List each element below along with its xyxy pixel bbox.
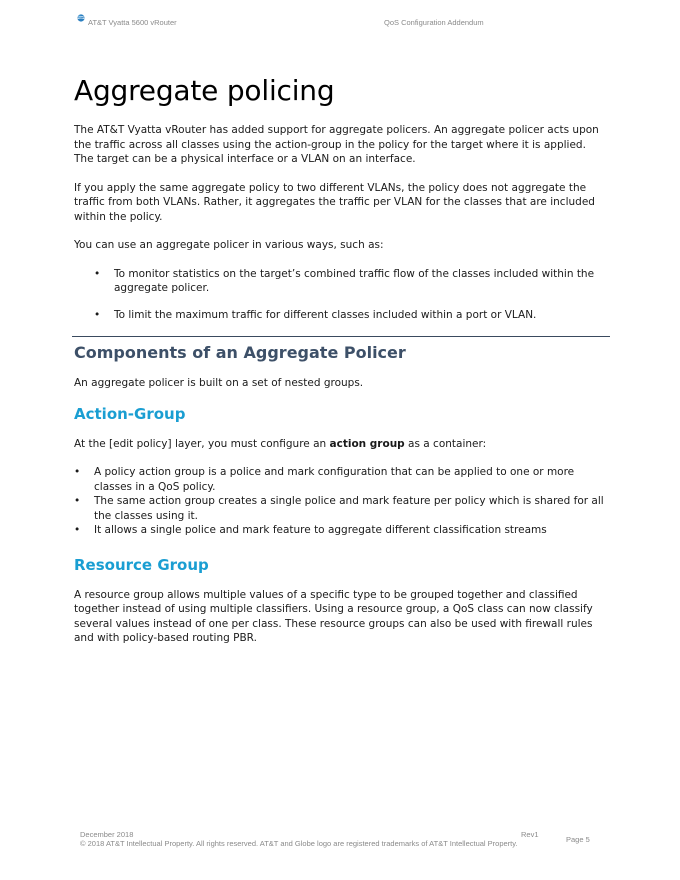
action-group-term: action group: [329, 437, 405, 450]
list-item: • A policy action group is a police and mark configuration that can be applied to one or more classes in a QoS policy.: [74, 465, 608, 494]
header-document-title: QoS Configuration Addendum: [384, 18, 484, 27]
action-group-intro-text: At the [edit policy] layer, you must configure an: [74, 437, 330, 450]
resource-group-heading: Resource Group: [74, 555, 209, 574]
page-header: [77, 16, 607, 30]
footer-copyright: © 2018 AT&T Intellectual Property. All rights reserved. AT&T and Globe logo are registered trademarks of AT&T Intellectual Property.: [80, 839, 518, 848]
action-group-heading: Action-Group: [74, 404, 186, 423]
action-group-list: [74, 465, 608, 538]
action-group-intro-suffix: as a container:: [404, 437, 487, 450]
page-title: Aggregate policing: [74, 74, 335, 107]
resource-group-paragraph: A resource group allows multiple values of a specific type to be grouped together and classified together instead of using multiple classifiers. Using a resource group, a QoS class can now classify several values instead of one per class. These resource groups can also be used with firewall rules and with policy-based routing PBR.: [74, 588, 593, 644]
list-item: • To monitor statistics on the target’s combined traffic flow of the classes included within the aggregate policer.: [74, 267, 608, 296]
footer-date: December 2018: [80, 830, 134, 839]
document-body: [74, 74, 608, 660]
footer-revision: Rev1: [521, 830, 539, 839]
components-heading: Components of an Aggregate Policer: [74, 343, 406, 362]
section-divider: [72, 336, 610, 337]
components-paragraph: An aggregate policer is built on a set of nested groups.: [74, 377, 364, 389]
list-item: • To limit the maximum traffic for different classes included within a port or VLAN.: [74, 308, 608, 323]
header-product-name: AT&T Vyatta 5600 vRouter: [88, 18, 177, 27]
intro-paragraph-3: You can use an aggregate policer in various ways, such as:: [74, 239, 384, 251]
list-item: • The same action group creates a single police and mark feature per policy which is shared for all the classes using it.: [74, 494, 608, 523]
intro-paragraph-1: The AT&T Vyatta vRouter has added support for aggregate policers. An aggregate policer acts upon the traffic across all classes using the action-group in the policy for the target where it is applied. The target can be a physical interface or a VLAN on an interface.: [74, 124, 599, 165]
att-globe-icon: [77, 14, 85, 22]
intro-paragraph-2: If you apply the same aggregate policy to two different VLANs, the policy does not aggregate the traffic from both VLANs. Rather, it aggregates the traffic per VLAN for the classes that are included within the policy.: [74, 181, 595, 223]
footer-page-number: Page 5: [566, 835, 590, 844]
action-group-intro: [74, 437, 608, 452]
list-item: • It allows a single police and mark feature to aggregate different classification streams: [74, 523, 608, 538]
usage-list: [74, 267, 608, 323]
